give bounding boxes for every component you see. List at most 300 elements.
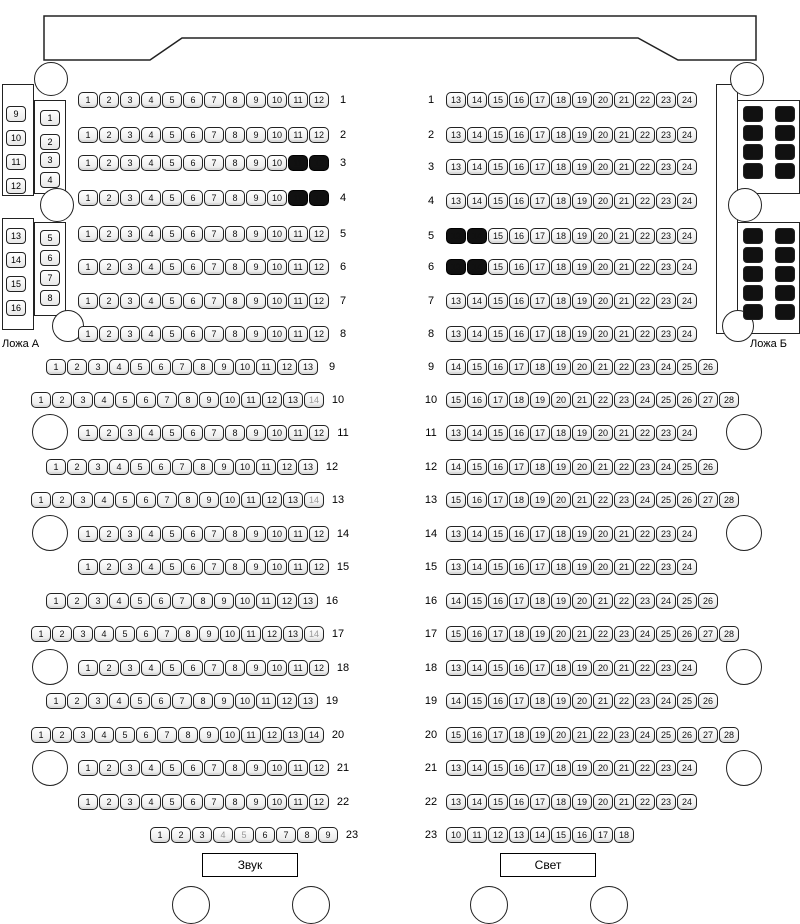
seat[interactable]: 24 bbox=[677, 228, 697, 244]
seat[interactable]: 13 bbox=[446, 794, 466, 810]
box-seat[interactable]: 16 bbox=[6, 300, 26, 316]
seat[interactable]: 16 bbox=[467, 492, 487, 508]
seat[interactable]: 21 bbox=[614, 293, 634, 309]
seat[interactable]: 16 bbox=[509, 559, 529, 575]
seat[interactable]: 12 bbox=[277, 693, 297, 709]
seat[interactable]: 8 bbox=[225, 559, 245, 575]
seat[interactable]: 1 bbox=[78, 425, 98, 441]
seat[interactable]: 6 bbox=[136, 492, 156, 508]
seat[interactable]: 24 bbox=[656, 459, 676, 475]
seat[interactable]: 19 bbox=[530, 492, 550, 508]
seat[interactable]: 21 bbox=[614, 559, 634, 575]
seat[interactable]: 19 bbox=[572, 159, 592, 175]
seat[interactable]: 19 bbox=[551, 693, 571, 709]
seat[interactable]: 7 bbox=[172, 459, 192, 475]
seat[interactable]: 9 bbox=[214, 359, 234, 375]
seat[interactable]: 1 bbox=[31, 492, 51, 508]
seat[interactable]: 19 bbox=[572, 559, 592, 575]
seat[interactable]: 6 bbox=[183, 425, 203, 441]
seat[interactable]: 10 bbox=[446, 827, 466, 843]
box-seat[interactable] bbox=[775, 266, 795, 282]
seat[interactable]: 23 bbox=[656, 193, 676, 209]
seat[interactable]: 24 bbox=[677, 760, 697, 776]
seat[interactable]: 22 bbox=[635, 326, 655, 342]
seat[interactable]: 7 bbox=[204, 559, 224, 575]
seat[interactable]: 22 bbox=[635, 159, 655, 175]
seat[interactable]: 7 bbox=[204, 326, 224, 342]
seat[interactable]: 21 bbox=[614, 259, 634, 275]
seat[interactable]: 16 bbox=[509, 760, 529, 776]
box-seat[interactable]: 6 bbox=[40, 250, 60, 266]
box-seat[interactable] bbox=[775, 144, 795, 160]
seat[interactable]: 9 bbox=[246, 155, 266, 171]
seat[interactable]: 17 bbox=[530, 159, 550, 175]
seat[interactable]: 24 bbox=[677, 293, 697, 309]
seat[interactable]: 6 bbox=[151, 359, 171, 375]
seat[interactable]: 10 bbox=[235, 359, 255, 375]
seat[interactable]: 22 bbox=[593, 626, 613, 642]
seat[interactable]: 23 bbox=[656, 760, 676, 776]
seat[interactable]: 23 bbox=[656, 293, 676, 309]
seat[interactable]: 23 bbox=[656, 660, 676, 676]
box-seat[interactable] bbox=[775, 163, 795, 179]
seat[interactable]: 23 bbox=[656, 559, 676, 575]
seat[interactable]: 5 bbox=[162, 127, 182, 143]
seat[interactable]: 16 bbox=[467, 727, 487, 743]
seat[interactable]: 18 bbox=[509, 626, 529, 642]
seat[interactable]: 9 bbox=[246, 760, 266, 776]
box-seat[interactable] bbox=[775, 304, 795, 320]
seat[interactable]: 6 bbox=[183, 326, 203, 342]
seat[interactable]: 5 bbox=[162, 760, 182, 776]
seat[interactable]: 8 bbox=[178, 626, 198, 642]
seat[interactable]: 19 bbox=[530, 727, 550, 743]
seat[interactable]: 12 bbox=[277, 459, 297, 475]
seat[interactable]: 22 bbox=[635, 92, 655, 108]
seat[interactable]: 16 bbox=[509, 526, 529, 542]
seat[interactable]: 17 bbox=[530, 193, 550, 209]
seat[interactable]: 8 bbox=[225, 794, 245, 810]
seat[interactable]: 19 bbox=[572, 259, 592, 275]
seat[interactable]: 4 bbox=[141, 226, 161, 242]
seat[interactable]: 1 bbox=[46, 359, 66, 375]
seat[interactable]: 12 bbox=[262, 392, 282, 408]
seat[interactable]: 12 bbox=[309, 190, 329, 206]
seat[interactable]: 25 bbox=[656, 492, 676, 508]
seat[interactable]: 2 bbox=[99, 190, 119, 206]
seat[interactable]: 7 bbox=[204, 259, 224, 275]
seat[interactable]: 24 bbox=[677, 526, 697, 542]
seat[interactable]: 9 bbox=[246, 559, 266, 575]
seat[interactable]: 13 bbox=[446, 92, 466, 108]
seat[interactable]: 7 bbox=[204, 226, 224, 242]
seat[interactable]: 16 bbox=[509, 326, 529, 342]
seat[interactable]: 23 bbox=[656, 794, 676, 810]
seat[interactable]: 18 bbox=[551, 760, 571, 776]
seat[interactable]: 19 bbox=[551, 593, 571, 609]
seat[interactable]: 10 bbox=[220, 727, 240, 743]
seat[interactable]: 6 bbox=[255, 827, 275, 843]
seat[interactable]: 3 bbox=[120, 660, 140, 676]
seat[interactable]: 15 bbox=[446, 626, 466, 642]
box-seat[interactable]: 5 bbox=[40, 230, 60, 246]
seat[interactable]: 23 bbox=[614, 626, 634, 642]
seat[interactable]: 9 bbox=[246, 92, 266, 108]
seat[interactable]: 22 bbox=[635, 228, 655, 244]
seat[interactable]: 11 bbox=[288, 559, 308, 575]
seat[interactable]: 17 bbox=[530, 259, 550, 275]
box-seat[interactable] bbox=[743, 106, 763, 122]
seat[interactable]: 3 bbox=[120, 155, 140, 171]
seat[interactable]: 11 bbox=[288, 326, 308, 342]
seat[interactable]: 2 bbox=[99, 660, 119, 676]
box-seat[interactable] bbox=[775, 125, 795, 141]
seat[interactable]: 16 bbox=[509, 293, 529, 309]
seat[interactable]: 10 bbox=[267, 127, 287, 143]
seat[interactable]: 18 bbox=[551, 193, 571, 209]
seat[interactable]: 21 bbox=[614, 92, 634, 108]
seat[interactable]: 21 bbox=[593, 359, 613, 375]
seat[interactable]: 1 bbox=[46, 593, 66, 609]
seat[interactable]: 24 bbox=[677, 660, 697, 676]
seat[interactable]: 3 bbox=[120, 190, 140, 206]
seat[interactable]: 22 bbox=[635, 660, 655, 676]
seat[interactable]: 6 bbox=[183, 155, 203, 171]
seat[interactable]: 14 bbox=[467, 559, 487, 575]
seat[interactable]: 22 bbox=[635, 259, 655, 275]
seat[interactable]: 20 bbox=[572, 593, 592, 609]
seat[interactable]: 13 bbox=[446, 425, 466, 441]
seat[interactable]: 9 bbox=[246, 190, 266, 206]
box-seat[interactable] bbox=[743, 247, 763, 263]
seat[interactable]: 7 bbox=[204, 760, 224, 776]
seat[interactable]: 16 bbox=[509, 425, 529, 441]
seat[interactable]: 5 bbox=[162, 226, 182, 242]
seat[interactable]: 7 bbox=[204, 794, 224, 810]
seat[interactable]: 21 bbox=[614, 326, 634, 342]
seat[interactable]: 11 bbox=[288, 127, 308, 143]
seat[interactable]: 2 bbox=[99, 526, 119, 542]
seat[interactable]: 18 bbox=[551, 228, 571, 244]
seat[interactable]: 16 bbox=[509, 794, 529, 810]
seat[interactable]: 28 bbox=[719, 727, 739, 743]
seat[interactable]: 3 bbox=[88, 359, 108, 375]
seat[interactable]: 17 bbox=[488, 492, 508, 508]
seat[interactable]: 25 bbox=[677, 459, 697, 475]
seat[interactable]: 4 bbox=[141, 127, 161, 143]
seat[interactable]: 27 bbox=[698, 626, 718, 642]
seat[interactable]: 13 bbox=[298, 359, 318, 375]
seat[interactable]: 1 bbox=[31, 727, 51, 743]
seat[interactable]: 2 bbox=[99, 92, 119, 108]
seat[interactable]: 13 bbox=[283, 392, 303, 408]
seat[interactable]: 12 bbox=[309, 660, 329, 676]
seat[interactable]: 15 bbox=[551, 827, 571, 843]
seat[interactable]: 26 bbox=[677, 626, 697, 642]
seat[interactable]: 3 bbox=[120, 92, 140, 108]
seat[interactable]: 14 bbox=[467, 425, 487, 441]
seat[interactable]: 2 bbox=[99, 127, 119, 143]
seat[interactable]: 12 bbox=[262, 626, 282, 642]
seat[interactable]: 5 bbox=[115, 626, 135, 642]
box-seat[interactable]: 12 bbox=[6, 178, 26, 194]
seat[interactable]: 22 bbox=[635, 760, 655, 776]
seat[interactable]: 23 bbox=[635, 593, 655, 609]
seat[interactable]: 8 bbox=[178, 727, 198, 743]
seat[interactable]: 2 bbox=[67, 693, 87, 709]
seat[interactable]: 18 bbox=[530, 359, 550, 375]
seat[interactable]: 1 bbox=[78, 326, 98, 342]
seat[interactable]: 4 bbox=[141, 259, 161, 275]
seat[interactable]: 27 bbox=[698, 727, 718, 743]
seat[interactable]: 4 bbox=[109, 459, 129, 475]
seat[interactable]: 14 bbox=[304, 392, 324, 408]
seat[interactable]: 10 bbox=[267, 326, 287, 342]
seat[interactable]: 22 bbox=[614, 593, 634, 609]
seat[interactable]: 7 bbox=[204, 660, 224, 676]
seat[interactable]: 4 bbox=[141, 526, 161, 542]
seat[interactable]: 21 bbox=[572, 626, 592, 642]
seat[interactable]: 23 bbox=[635, 359, 655, 375]
seat[interactable]: 4 bbox=[141, 760, 161, 776]
seat[interactable]: 12 bbox=[488, 827, 508, 843]
seat[interactable]: 22 bbox=[635, 559, 655, 575]
seat[interactable]: 21 bbox=[614, 794, 634, 810]
seat[interactable]: 14 bbox=[467, 259, 487, 275]
seat[interactable]: 24 bbox=[656, 593, 676, 609]
seat[interactable]: 15 bbox=[488, 228, 508, 244]
seat[interactable]: 14 bbox=[467, 92, 487, 108]
seat[interactable]: 4 bbox=[109, 593, 129, 609]
seat[interactable]: 16 bbox=[509, 259, 529, 275]
seat[interactable]: 5 bbox=[162, 660, 182, 676]
seat[interactable]: 3 bbox=[120, 127, 140, 143]
seat[interactable]: 18 bbox=[551, 127, 571, 143]
seat[interactable]: 22 bbox=[614, 359, 634, 375]
seat[interactable]: 16 bbox=[488, 459, 508, 475]
seat[interactable]: 8 bbox=[225, 660, 245, 676]
seat[interactable]: 16 bbox=[488, 359, 508, 375]
seat[interactable]: 1 bbox=[78, 190, 98, 206]
seat[interactable]: 9 bbox=[246, 326, 266, 342]
seat[interactable]: 8 bbox=[193, 593, 213, 609]
seat[interactable]: 13 bbox=[446, 326, 466, 342]
seat[interactable]: 1 bbox=[78, 760, 98, 776]
seat[interactable]: 26 bbox=[677, 392, 697, 408]
seat[interactable]: 3 bbox=[73, 492, 93, 508]
seat[interactable]: 1 bbox=[78, 526, 98, 542]
seat[interactable]: 18 bbox=[551, 559, 571, 575]
seat[interactable]: 6 bbox=[183, 660, 203, 676]
seat[interactable]: 2 bbox=[67, 359, 87, 375]
seat[interactable]: 3 bbox=[192, 827, 212, 843]
seat[interactable]: 24 bbox=[656, 359, 676, 375]
box-seat[interactable]: 2 bbox=[40, 134, 60, 150]
seat[interactable]: 14 bbox=[467, 159, 487, 175]
seat[interactable]: 20 bbox=[593, 425, 613, 441]
seat[interactable]: 2 bbox=[99, 226, 119, 242]
seat[interactable]: 16 bbox=[509, 228, 529, 244]
seat[interactable]: 10 bbox=[267, 259, 287, 275]
seat[interactable]: 4 bbox=[141, 92, 161, 108]
seat[interactable]: 15 bbox=[488, 127, 508, 143]
seat[interactable]: 21 bbox=[593, 459, 613, 475]
seat[interactable]: 17 bbox=[488, 626, 508, 642]
seat[interactable]: 23 bbox=[656, 159, 676, 175]
seat[interactable]: 7 bbox=[204, 425, 224, 441]
seat[interactable]: 13 bbox=[446, 193, 466, 209]
seat[interactable]: 6 bbox=[183, 760, 203, 776]
seat[interactable]: 18 bbox=[551, 326, 571, 342]
seat[interactable]: 25 bbox=[656, 392, 676, 408]
seat[interactable]: 17 bbox=[530, 228, 550, 244]
seat[interactable]: 1 bbox=[78, 226, 98, 242]
seat[interactable]: 25 bbox=[656, 626, 676, 642]
seat[interactable]: 10 bbox=[235, 693, 255, 709]
seat[interactable]: 13 bbox=[446, 760, 466, 776]
seat[interactable]: 11 bbox=[288, 155, 308, 171]
seat[interactable]: 18 bbox=[530, 693, 550, 709]
seat[interactable]: 14 bbox=[467, 193, 487, 209]
seat[interactable]: 19 bbox=[530, 626, 550, 642]
seat[interactable]: 11 bbox=[241, 392, 261, 408]
seat[interactable]: 9 bbox=[199, 626, 219, 642]
seat[interactable]: 17 bbox=[530, 794, 550, 810]
seat[interactable]: 15 bbox=[488, 559, 508, 575]
seat[interactable]: 3 bbox=[73, 727, 93, 743]
seat[interactable]: 5 bbox=[162, 92, 182, 108]
seat[interactable]: 8 bbox=[225, 526, 245, 542]
seat[interactable]: 16 bbox=[467, 626, 487, 642]
seat[interactable]: 23 bbox=[656, 526, 676, 542]
seat[interactable]: 15 bbox=[488, 92, 508, 108]
seat[interactable]: 11 bbox=[288, 92, 308, 108]
seat[interactable]: 4 bbox=[109, 693, 129, 709]
seat[interactable]: 7 bbox=[204, 127, 224, 143]
seat[interactable]: 11 bbox=[288, 425, 308, 441]
seat[interactable]: 9 bbox=[199, 492, 219, 508]
seat[interactable]: 13 bbox=[298, 593, 318, 609]
seat[interactable]: 12 bbox=[277, 359, 297, 375]
seat[interactable]: 5 bbox=[130, 359, 150, 375]
seat[interactable]: 18 bbox=[551, 159, 571, 175]
seat[interactable]: 11 bbox=[288, 190, 308, 206]
box-seat[interactable] bbox=[743, 144, 763, 160]
seat[interactable]: 18 bbox=[551, 425, 571, 441]
seat[interactable]: 15 bbox=[488, 193, 508, 209]
seat[interactable]: 13 bbox=[446, 526, 466, 542]
seat[interactable]: 9 bbox=[199, 727, 219, 743]
seat[interactable]: 5 bbox=[162, 326, 182, 342]
seat[interactable]: 7 bbox=[204, 526, 224, 542]
seat[interactable]: 7 bbox=[157, 727, 177, 743]
seat[interactable]: 12 bbox=[309, 526, 329, 542]
seat[interactable]: 24 bbox=[677, 193, 697, 209]
seat[interactable]: 13 bbox=[446, 259, 466, 275]
seat[interactable]: 26 bbox=[698, 693, 718, 709]
seat[interactable]: 13 bbox=[446, 159, 466, 175]
seat[interactable]: 21 bbox=[614, 228, 634, 244]
seat[interactable]: 18 bbox=[530, 459, 550, 475]
seat[interactable]: 17 bbox=[488, 392, 508, 408]
seat[interactable]: 12 bbox=[309, 794, 329, 810]
seat[interactable]: 2 bbox=[67, 459, 87, 475]
seat[interactable]: 15 bbox=[488, 794, 508, 810]
seat[interactable]: 27 bbox=[698, 492, 718, 508]
seat[interactable]: 17 bbox=[509, 359, 529, 375]
seat[interactable]: 12 bbox=[309, 127, 329, 143]
seat[interactable]: 4 bbox=[141, 660, 161, 676]
seat[interactable]: 12 bbox=[309, 425, 329, 441]
seat[interactable]: 11 bbox=[241, 727, 261, 743]
seat[interactable]: 21 bbox=[614, 526, 634, 542]
seat[interactable]: 16 bbox=[488, 693, 508, 709]
seat[interactable]: 25 bbox=[677, 359, 697, 375]
seat[interactable]: 9 bbox=[246, 660, 266, 676]
seat[interactable]: 15 bbox=[467, 693, 487, 709]
seat[interactable]: 14 bbox=[446, 693, 466, 709]
seat[interactable]: 9 bbox=[318, 827, 338, 843]
seat[interactable]: 21 bbox=[614, 425, 634, 441]
seat[interactable]: 20 bbox=[593, 228, 613, 244]
seat[interactable]: 5 bbox=[115, 392, 135, 408]
seat[interactable]: 3 bbox=[120, 425, 140, 441]
seat[interactable]: 19 bbox=[572, 293, 592, 309]
seat[interactable]: 14 bbox=[467, 127, 487, 143]
seat[interactable]: 3 bbox=[88, 593, 108, 609]
seat[interactable]: 10 bbox=[267, 760, 287, 776]
seat[interactable]: 14 bbox=[467, 794, 487, 810]
seat[interactable]: 21 bbox=[614, 159, 634, 175]
seat[interactable]: 20 bbox=[593, 794, 613, 810]
seat[interactable]: 21 bbox=[572, 392, 592, 408]
seat[interactable]: 19 bbox=[572, 526, 592, 542]
seat[interactable]: 13 bbox=[283, 492, 303, 508]
seat[interactable]: 17 bbox=[509, 693, 529, 709]
seat[interactable]: 4 bbox=[141, 326, 161, 342]
seat[interactable]: 2 bbox=[52, 626, 72, 642]
seat[interactable]: 22 bbox=[614, 693, 634, 709]
seat[interactable]: 19 bbox=[572, 660, 592, 676]
seat[interactable]: 6 bbox=[183, 794, 203, 810]
seat[interactable]: 18 bbox=[614, 827, 634, 843]
seat[interactable]: 3 bbox=[120, 293, 140, 309]
seat[interactable]: 7 bbox=[157, 492, 177, 508]
seat[interactable]: 15 bbox=[488, 293, 508, 309]
seat[interactable]: 8 bbox=[193, 359, 213, 375]
seat[interactable]: 10 bbox=[267, 425, 287, 441]
seat[interactable]: 4 bbox=[141, 559, 161, 575]
seat[interactable]: 15 bbox=[488, 159, 508, 175]
seat[interactable]: 20 bbox=[593, 92, 613, 108]
seat[interactable]: 24 bbox=[635, 492, 655, 508]
seat[interactable]: 8 bbox=[225, 760, 245, 776]
seat[interactable]: 10 bbox=[235, 593, 255, 609]
seat[interactable]: 13 bbox=[446, 559, 466, 575]
seat[interactable]: 10 bbox=[267, 293, 287, 309]
seat[interactable]: 17 bbox=[509, 459, 529, 475]
box-seat[interactable]: 4 bbox=[40, 172, 60, 188]
seat[interactable]: 19 bbox=[572, 193, 592, 209]
seat[interactable]: 5 bbox=[234, 827, 254, 843]
box-seat[interactable] bbox=[743, 266, 763, 282]
seat[interactable]: 19 bbox=[551, 459, 571, 475]
seat[interactable]: 11 bbox=[288, 526, 308, 542]
seat[interactable]: 14 bbox=[304, 626, 324, 642]
seat[interactable]: 9 bbox=[246, 293, 266, 309]
seat[interactable]: 10 bbox=[267, 155, 287, 171]
seat[interactable]: 24 bbox=[677, 159, 697, 175]
